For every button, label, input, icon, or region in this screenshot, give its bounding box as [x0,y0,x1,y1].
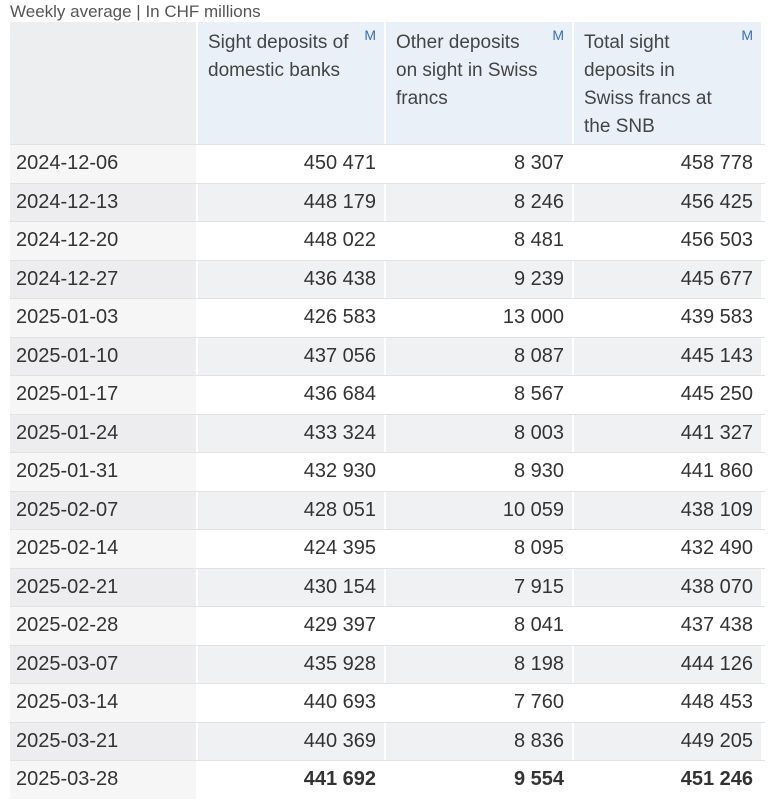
table-row [10,144,765,183]
table-row [10,183,765,222]
row-date-cell: 2024-12-27 [10,261,196,299]
table-row [10,452,765,491]
row-date-cell: 2025-01-17 [10,376,196,414]
row-date-cell: 2024-12-20 [10,222,196,260]
row-date-cell: 2025-02-28 [10,607,196,645]
row-sight-deposits-domestic-banks-cell: 430 154 [198,569,384,607]
row-date-cell: 2025-03-14 [10,684,196,722]
row-other-deposits-cell: 8 041 [386,607,572,645]
row-other-deposits-cell: 8 087 [386,338,572,376]
row-date-cell: 2025-02-14 [10,530,196,568]
row-date-cell: 2025-01-24 [10,415,196,453]
row-date-cell: 2025-02-21 [10,569,196,607]
table-body [10,144,765,799]
sight-deposits-table [10,22,765,799]
row-other-deposits-cell: 10 059 [386,492,572,530]
row-total-sight-deposits-cell: 445 677 [574,261,761,299]
table-row [10,491,765,530]
row-other-deposits-cell: 8 481 [386,222,572,260]
table-row [10,260,765,299]
row-date-cell: 2025-01-10 [10,338,196,376]
header-date-column [10,22,196,144]
row-total-sight-deposits-cell: 441 327 [574,415,761,453]
row-total-sight-deposits-cell: 445 250 [574,376,761,414]
row-total-sight-deposits-cell: 456 425 [574,184,761,222]
header-sight-deposits-domestic-banks [198,22,384,144]
row-total-sight-deposits-cell: 439 583 [574,299,761,337]
row-total-sight-deposits-cell: 451 246 [574,761,761,799]
row-other-deposits-cell: 8 198 [386,646,572,684]
table-row [10,606,765,645]
table-row [10,298,765,337]
row-total-sight-deposits-cell: 448 453 [574,684,761,722]
row-sight-deposits-domestic-banks-cell: 441 692 [198,761,384,799]
row-date-cell: 2025-03-28 [10,761,196,799]
row-other-deposits-cell: 7 915 [386,569,572,607]
table-row [10,722,765,761]
table-header [10,22,765,144]
table-row [10,760,765,799]
header-label: Sight deposits of domestic banks [208,32,349,81]
row-other-deposits-cell: 8 307 [386,145,572,183]
row-sight-deposits-domestic-banks-cell: 437 056 [198,338,384,376]
row-other-deposits-cell: 13 000 [386,299,572,337]
row-total-sight-deposits-cell: 456 503 [574,222,761,260]
row-sight-deposits-domestic-banks-cell: 448 179 [198,184,384,222]
row-sight-deposits-domestic-banks-cell: 426 583 [198,299,384,337]
row-other-deposits-cell: 8 567 [386,376,572,414]
row-sight-deposits-domestic-banks-cell: 428 051 [198,492,384,530]
table-row [10,414,765,453]
metadata-link-icon[interactable]: M [552,27,564,43]
table-row [10,375,765,414]
header-total-sight-deposits [574,22,761,144]
row-sight-deposits-domestic-banks-cell: 424 395 [198,530,384,568]
header-label: Other deposits on sight in Swiss francs [396,32,538,109]
row-other-deposits-cell: 8 246 [386,184,572,222]
row-sight-deposits-domestic-banks-cell: 440 369 [198,723,384,761]
row-date-cell: 2024-12-06 [10,145,196,183]
table-row [10,337,765,376]
row-other-deposits-cell: 7 760 [386,684,572,722]
table-row [10,568,765,607]
table-row [10,645,765,684]
table-caption: Weekly average | In CHF millions [10,2,261,21]
row-total-sight-deposits-cell: 444 126 [574,646,761,684]
row-sight-deposits-domestic-banks-cell: 436 684 [198,376,384,414]
row-total-sight-deposits-cell: 445 143 [574,338,761,376]
row-other-deposits-cell: 8 930 [386,453,572,491]
header-other-deposits-on-sight [386,22,572,144]
row-other-deposits-cell: 8 836 [386,723,572,761]
row-total-sight-deposits-cell: 458 778 [574,145,761,183]
row-sight-deposits-domestic-banks-cell: 436 438 [198,261,384,299]
row-total-sight-deposits-cell: 438 070 [574,569,761,607]
row-total-sight-deposits-cell: 438 109 [574,492,761,530]
row-sight-deposits-domestic-banks-cell: 429 397 [198,607,384,645]
row-total-sight-deposits-cell: 441 860 [574,453,761,491]
row-other-deposits-cell: 9 554 [386,761,572,799]
row-sight-deposits-domestic-banks-cell: 435 928 [198,646,384,684]
row-other-deposits-cell: 9 239 [386,261,572,299]
row-total-sight-deposits-cell: 432 490 [574,530,761,568]
row-sight-deposits-domestic-banks-cell: 440 693 [198,684,384,722]
row-date-cell: 2024-12-13 [10,184,196,222]
row-total-sight-deposits-cell: 449 205 [574,723,761,761]
metadata-link-icon[interactable]: M [741,27,753,43]
row-other-deposits-cell: 8 095 [386,530,572,568]
row-sight-deposits-domestic-banks-cell: 432 930 [198,453,384,491]
row-date-cell: 2025-03-07 [10,646,196,684]
metadata-link-icon[interactable]: M [364,27,376,43]
table-row [10,529,765,568]
row-total-sight-deposits-cell: 437 438 [574,607,761,645]
row-other-deposits-cell: 8 003 [386,415,572,453]
row-date-cell: 2025-01-31 [10,453,196,491]
row-sight-deposits-domestic-banks-cell: 448 022 [198,222,384,260]
header-label: Total sight deposits in Swiss francs at the SNB [584,32,712,137]
row-sight-deposits-domestic-banks-cell: 433 324 [198,415,384,453]
row-date-cell: 2025-03-21 [10,723,196,761]
row-sight-deposits-domestic-banks-cell: 450 471 [198,145,384,183]
table-row [10,683,765,722]
row-date-cell: 2025-01-03 [10,299,196,337]
table-row [10,221,765,260]
row-date-cell: 2025-02-07 [10,492,196,530]
